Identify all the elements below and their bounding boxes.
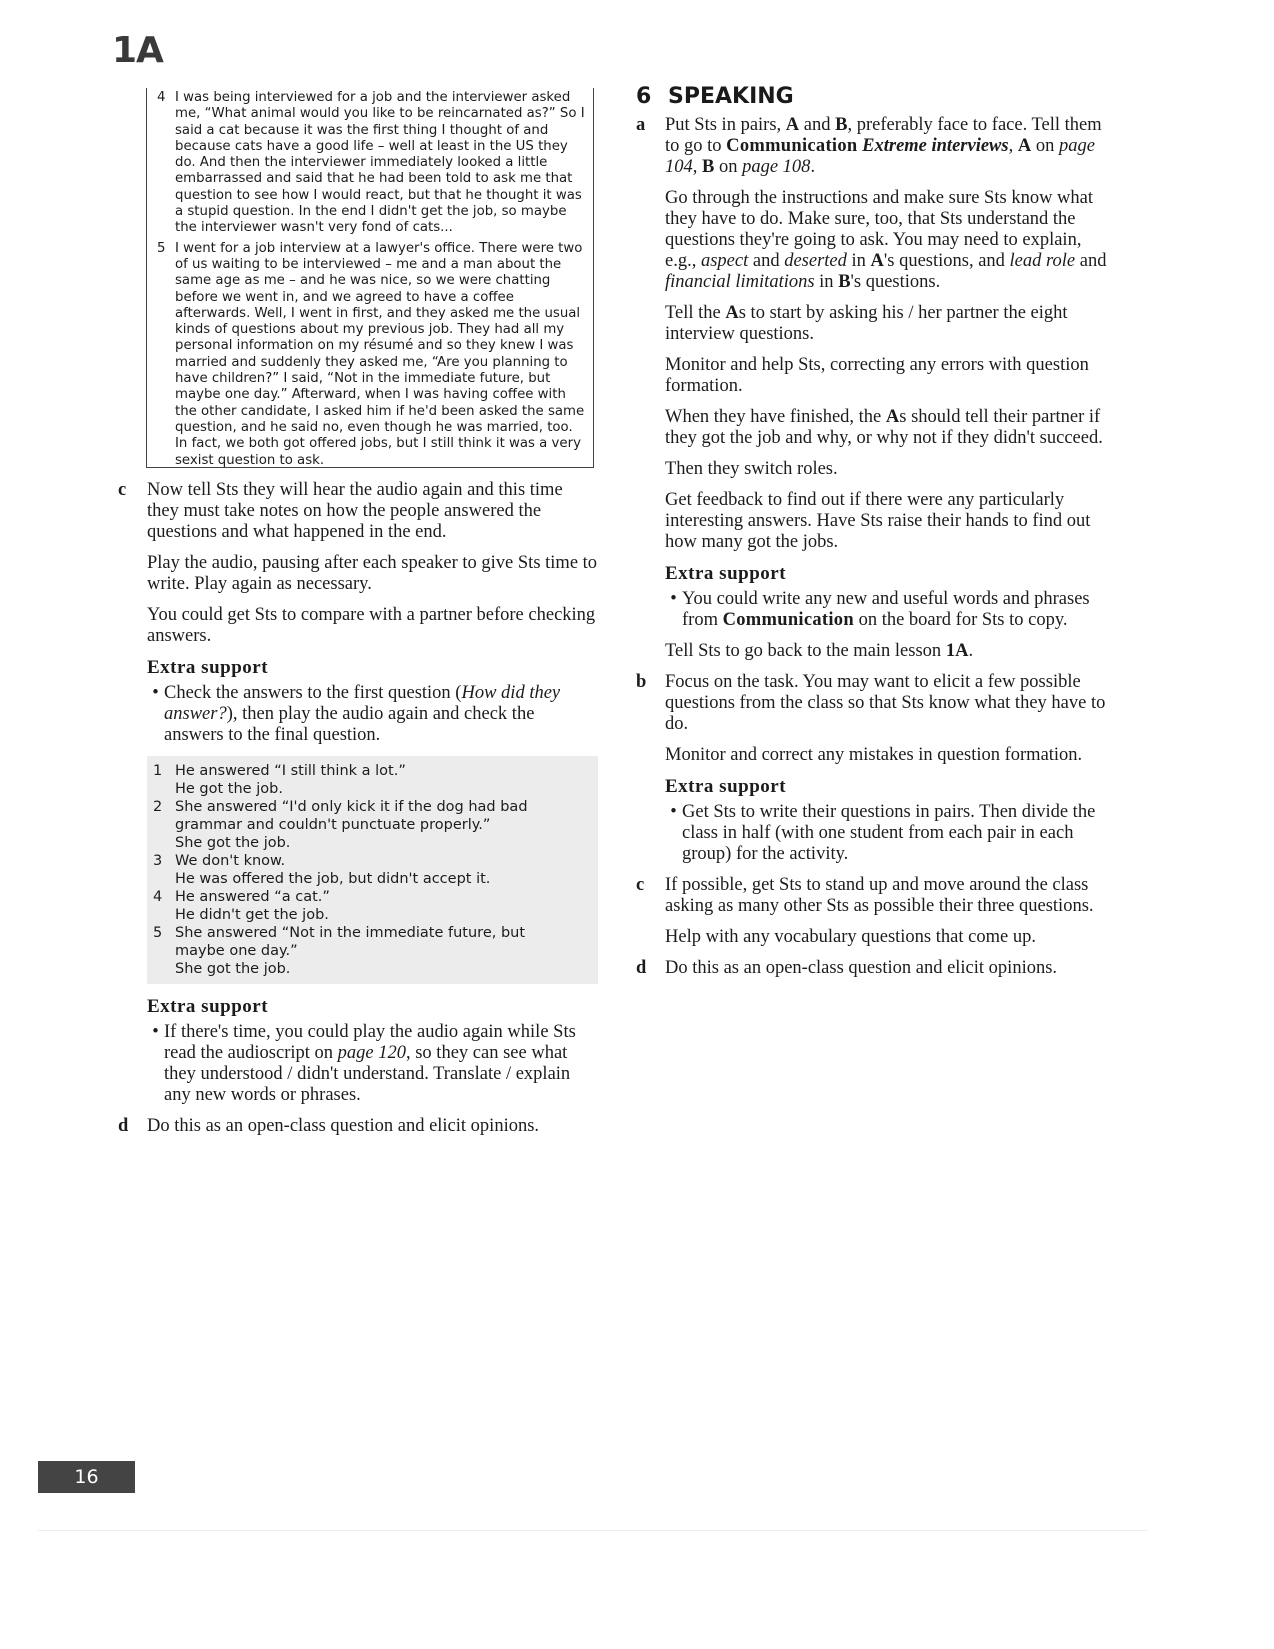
paragraph: Do this as an open-class question and elicit opinions. [665, 958, 1058, 978]
bullet-icon: • [152, 1022, 159, 1042]
answer-key-box [147, 756, 598, 984]
paragraph: Go through the instructions and make sure Sts know what they have to do. Make sure, too, that Sts understand the questions they're going to ask. You may need to explain, e.g., aspect and deserted in A's questions, and lead role and financial limitations in B's questions. [665, 188, 1107, 292]
answer-number: 3 [153, 853, 163, 869]
answer-line: She got the job. [175, 835, 291, 851]
answer-line: He answered “I still think a lot.” [175, 763, 406, 779]
step-letter: d [636, 958, 647, 978]
section-number: 6 [636, 84, 652, 109]
bullet-icon: • [152, 683, 159, 703]
paragraph: If possible, get Sts to stand up and move around the class asking as many other Sts as possible their three questions. [665, 875, 1094, 916]
answer-number: 5 [153, 925, 163, 941]
bullet-item [147, 683, 598, 746]
audioscript-text: I was being interviewed for a job and the interviewer asked me, “What animal would you like to be reincarnated as?” So I said a cat because it was the first thing I thought of and because cats have a good life – well at least in the US they do. And then the interviewer immediately looked a little embarrassed and said that he had been told to ask me that question to see how I would react, but that he thought it was a stupid question. In the end I didn't get the job, so maybe the interviewer wasn't very fond of cats... [175, 90, 585, 236]
paragraph: Monitor and help Sts, correcting any errors with question formation. [665, 355, 1089, 396]
paragraph: Monitor and correct any mistakes in question formation. [665, 745, 1083, 765]
footer-divider [38, 1530, 1148, 1531]
answer-number: 4 [153, 889, 163, 905]
bullet-text: ), then play the audio again and check the answers to the final question. [164, 704, 535, 745]
audioscript-text: I went for a job interview at a lawyer's office. There were two of us waiting to be interviewed – me and a man about the same age as me – and he was nice, so we were chatting before we went in, and we agreed to have a coffee afterwards. Well, I went in first, and they asked me the usual kinds of questions about my previous job. They had all my personal information on my résumé and so they knew I was married and suddenly they asked me, “Are you planning to have children?” I said, “Not in the immediate future, but maybe one day.” Afterward, when I was having coffee with the other candidate, I asked him if he'd been asked the same question, and he said no, even though he was married, too. In fact, we both got offered jobs, but I still think it was a very sexist question to ask. [175, 240, 585, 468]
bullet-icon: • [670, 802, 677, 822]
paragraph: Help with any vocabulary questions that come up. [665, 927, 1036, 947]
audioscript-item [153, 90, 587, 237]
paragraph: When they have finished, the As should tell their partner if they got the job and why, or why not if they didn't succeed. [665, 407, 1103, 448]
audioscript-item [153, 241, 587, 469]
answer-line: She answered “I'd only kick it if the dog had bad grammar and couldn't punctuate properly.” [175, 799, 528, 833]
answer-line: He was offered the job, but didn't accept it. [175, 871, 491, 887]
step-letter: c [636, 875, 645, 895]
bullet-text: , so they can see what they understood / didn't understand. Translate / explain any new words or phrases. [164, 1043, 571, 1105]
extra-support-heading: Extra support [147, 657, 269, 678]
step-c [118, 480, 598, 1116]
answer-line: She got the job. [175, 961, 291, 977]
step-letter: d [118, 1116, 129, 1136]
audioscript-box [146, 88, 594, 468]
answer-line: She answered “Not in the immediate future, but maybe one day.” [175, 925, 526, 959]
answer-row [151, 924, 574, 978]
paragraph: Put Sts in pairs, A and B, preferably face to face. Tell them to go to Communication Extreme interviews, A on page 104, B on page 108. [665, 115, 1102, 177]
paragraph: Play the audio, pausing after each speaker to give Sts time to write. Play again as necessary. [147, 553, 598, 594]
step-letter: b [636, 672, 647, 692]
left-column [118, 480, 598, 1147]
answer-row [151, 762, 574, 798]
section-title: SPEAKING [668, 84, 794, 109]
answer-row [151, 888, 574, 924]
paragraph: Do this as an open-class question and elicit opinions. [147, 1116, 540, 1136]
answer-row [151, 798, 574, 852]
paragraph: You could get Sts to compare with a partner before checking answers. [147, 605, 596, 646]
bullet-item: • You could write any new and useful words and phrases from Communication on the board for Sts to copy. [665, 589, 1116, 631]
bullet-icon: • [670, 589, 677, 609]
paragraph: Then they switch roles. [665, 459, 838, 479]
section-heading [636, 84, 1116, 109]
right-column [636, 84, 1116, 989]
bullet-text: Check the answers to the first question ( [164, 683, 462, 703]
step-d [118, 1116, 598, 1147]
answer-line: He answered “a cat.” [175, 889, 330, 905]
step-letter: a [636, 115, 646, 135]
italic-text: How did they answer? [164, 683, 561, 724]
audioscript-number: 5 [157, 240, 166, 256]
extra-support-heading: Extra support [147, 996, 269, 1017]
step-c [636, 875, 1116, 958]
extra-support-heading: Extra support [665, 776, 787, 797]
italic-text: page 120 [337, 1043, 406, 1063]
paragraph: Tell Sts to go back to the main lesson 1A. [665, 641, 974, 661]
bullet-item [665, 802, 1116, 865]
paragraph: Get feedback to find out if there were any particularly interesting answers. Have Sts raise their hands to find out how many got the jobs. [665, 490, 1091, 552]
step-a [636, 115, 1116, 672]
answer-number: 2 [153, 799, 163, 815]
answer-number: 1 [153, 763, 163, 779]
paragraph: Focus on the task. You may want to elicit a few possible questions from the class so that Sts know what they have to do. [665, 672, 1106, 734]
answer-line: We don't know. [175, 853, 286, 869]
paragraph: Now tell Sts they will hear the audio again and this time they must take notes on how the people answered the questions and what happened in the end. [147, 480, 563, 542]
paragraph: Tell the As to start by asking his / her partner the eight interview questions. [665, 303, 1068, 344]
bullet-text: If there's time, you could play the audio again while Sts read the audioscript on [164, 1022, 576, 1063]
answer-line: He didn't get the job. [175, 907, 329, 923]
bullet-text: Get Sts to write their questions in pairs. Then divide the class in half (with one student from each pair in each group) for the activity. [682, 802, 1096, 864]
extra-support-heading: Extra support [665, 563, 787, 584]
answer-line: He got the job. [175, 781, 283, 797]
audioscript-number: 4 [157, 90, 166, 105]
step-letter: c [118, 480, 127, 500]
answer-row [151, 852, 574, 888]
bullet-item [147, 1022, 598, 1106]
step-b [636, 672, 1116, 875]
page-number: 16 [38, 1461, 135, 1493]
unit-label: 1A [112, 30, 163, 71]
step-d [636, 958, 1116, 989]
